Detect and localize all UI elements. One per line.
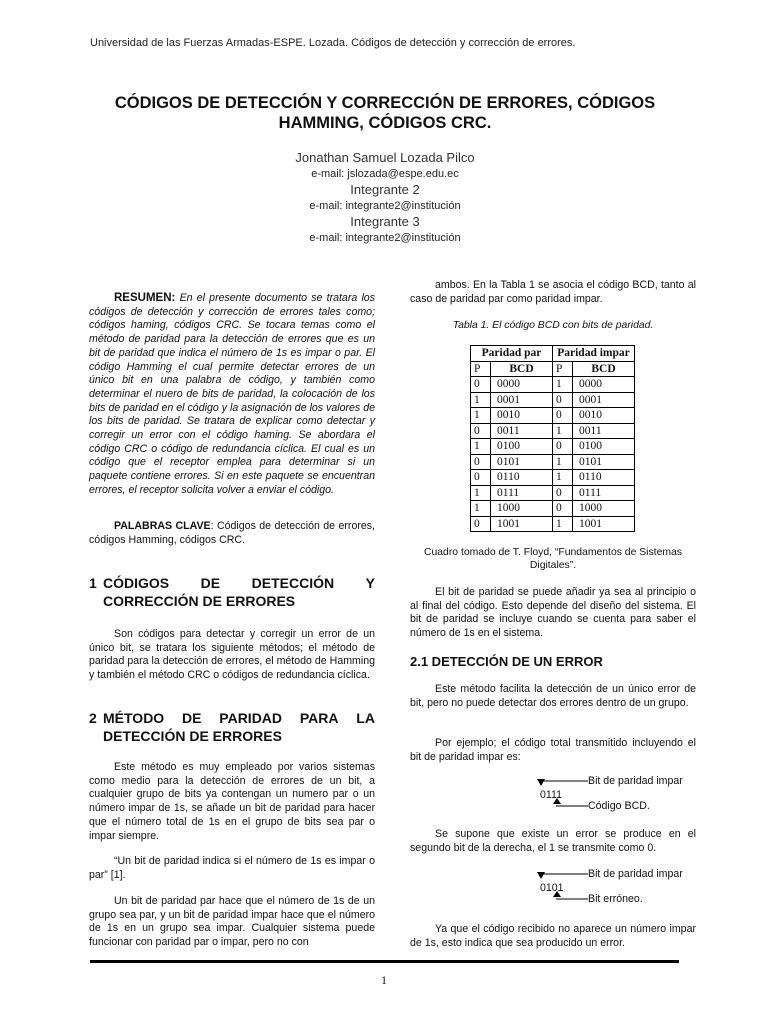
error-bit-label: Bit erróneo. [588, 893, 643, 905]
bcd-parity-table [470, 345, 635, 532]
heading-word: PARIDAD [219, 710, 283, 726]
table-cell: 0100 [573, 439, 635, 455]
section-2-paragraph: Este método es muy empleado por varios sistemas como medio para la detección de errores de un bit, a cualquier grupo de bits ya contengan un numero par o un número impar de 1s, se añade un bit de paridad para hacer que el número total de 1s en el grupo de bits sea par o impar siempre. [89, 761, 375, 842]
table-header-cell: P [553, 361, 573, 377]
table-row [471, 454, 635, 470]
table-cell: 0010 [491, 408, 553, 424]
keywords [89, 520, 375, 547]
table-cell: 1000 [491, 501, 553, 517]
table-cell: 1 [553, 454, 573, 470]
paper-title [90, 93, 680, 133]
table-cell: 0000 [573, 377, 635, 393]
table-row [471, 423, 635, 439]
subsection-2-1-heading: 2.1 DETECCIÓN DE UN ERROR [410, 654, 603, 669]
keywords-label: PALABRAS CLAVE [114, 520, 211, 532]
table-cell: 1 [471, 392, 491, 408]
table-row [471, 408, 635, 424]
section-1-heading [89, 574, 375, 610]
author-email: e-mail: jslozada@espe.edu.ec [311, 168, 459, 180]
table-cell: 1 [471, 439, 491, 455]
table-cell: 0 [471, 377, 491, 393]
subsection-paragraph: Ya que el código recibido no aparece un número impar de 1s, esto indica que sea producido un error. [410, 923, 696, 949]
received-code: 0101 [540, 882, 564, 894]
page-number: 1 [381, 973, 387, 987]
table-row [471, 439, 635, 455]
heading-word: PARA [299, 710, 339, 726]
heading-line-2: DETECCIÓN DE ERRORES [103, 728, 282, 744]
table-cell: 0010 [573, 408, 635, 424]
table-row [471, 485, 635, 501]
table-cell: 0111 [491, 485, 553, 501]
table-cell: 0 [553, 408, 573, 424]
table-group-header: Paridad par [471, 346, 553, 362]
heading-word: DETECCIÓN [251, 575, 335, 591]
section-number: 1 [89, 575, 97, 591]
table-row [471, 501, 635, 517]
table-cell: 0000 [491, 377, 553, 393]
table-cell: 0 [471, 454, 491, 470]
heading-word: Y [365, 575, 375, 591]
table-row [471, 377, 635, 393]
table-cell: 0 [553, 439, 573, 455]
heading-word: LA [356, 710, 375, 726]
heading-line-2: CORRECCIÓN DE ERRORES [103, 593, 296, 609]
parity-bit-label: Bit de paridad impar [588, 775, 683, 787]
table-cell: 1001 [491, 516, 553, 532]
section-1-paragraph: Son códigos para detectar y corregir un error de un único bit, se tratara los siguiente métodos; el método de paridad para la detección de errores, el método de Hamming y también el método CRC o códigos de redundancia cíclica. [89, 628, 375, 682]
keywords-text: : Códigos de detección de errores, códigos Hamming, códigos CRC. [89, 520, 375, 546]
parity-bit-label: Bit de paridad impar [588, 868, 683, 880]
table-row [471, 470, 635, 486]
section-2-paragraph: Un bit de paridad par hace que el número de 1s de un grupo sea par, y un bit de paridad impar hace que el número de 1s en un grupo sea impar. Cualquier sistema puede funcionar con paridad par o impar, pero no con [89, 895, 375, 949]
table-cell: 1000 [573, 501, 635, 517]
table-cell: 1 [553, 377, 573, 393]
abstract-text: En el presente documento se tratara los códigos de detección y corrección de errores tales como; códigos haming, códigos CRC. Se tocara temas como el método de paridad para la detección de errores que es un bit de paridad que indica el número de 1s es impar o par. El código Hamming el cual permite detectar errores de un único bit en una palabra de código, y también como determinar el nuero de bits de paridad, la colocación de los bits de paridad en el código y la asignación de los valores de los bits de paridad. Se tratara de explicar como detectar y corregir un error con el código haming. Se abordara el código CRC o código de redundancia cíclica. El cual es un código que el receptor emplea para determinar si un paquete contiene errores. Si en este paquete se encuentran errores, el receptor solicita volver a enviar el código. [89, 292, 375, 496]
section-number: 2 [89, 710, 97, 726]
table-credit: Cuadro tomado de T. Floyd, “Fundamentos de Sistemas Digitales”. [424, 547, 682, 571]
author-block [90, 150, 680, 246]
table-cell: 1 [553, 470, 573, 486]
section-2-heading [89, 709, 375, 745]
table-group-header: Paridad impar [553, 346, 635, 362]
transmitted-code: 0111 [540, 789, 562, 801]
table-cell: 0001 [491, 392, 553, 408]
table-header-cell: BCD [491, 361, 553, 377]
table-cell: 0110 [573, 470, 635, 486]
table-cell: 1 [471, 485, 491, 501]
title-line-2: HAMMING, CÓDIGOS CRC. [278, 114, 492, 132]
table-cell: 1 [553, 423, 573, 439]
heading-word: MÉTODO [103, 710, 165, 726]
subsection-paragraph: Se supone que existe un error se produce en el segundo bit de la derecha, el 1 se transmite como 0. [410, 828, 696, 854]
author-name: Integrante 2 [350, 182, 420, 197]
table-header-cell: P [471, 361, 491, 377]
table-caption: Tabla 1. El código BCD con bits de paridad. [452, 320, 654, 331]
author-name: Integrante 3 [350, 214, 420, 229]
heading-word: DE [200, 575, 221, 591]
table-row [471, 516, 635, 532]
abstract-label: RESUMEN: [114, 292, 176, 304]
heading-word: CÓDIGOS [103, 575, 170, 591]
abstract [89, 292, 375, 498]
table-cell: 1 [553, 516, 573, 532]
title-line-1: CÓDIGOS DE DETECCIÓN Y CORRECCIÓN DE ERRORES, CÓDIGOS [114, 94, 656, 112]
parity-diagram-2 [536, 868, 716, 908]
heading-word: DE [182, 710, 202, 726]
table-cell: 0 [471, 516, 491, 532]
table-cell: 0110 [491, 470, 553, 486]
section-2-quote: “Un bit de paridad indica si el número de 1s es impar o par” [1]. [89, 855, 375, 881]
table-cell: 0011 [491, 423, 553, 439]
table-cell: 1 [471, 408, 491, 424]
bcd-code-label: Código BCD. [588, 800, 650, 812]
parity-diagram-1 [536, 775, 716, 815]
table-cell: 0001 [573, 392, 635, 408]
table-cell: 0111 [573, 485, 635, 501]
footer-rule [90, 960, 679, 963]
table-cell: 0 [471, 423, 491, 439]
subsection-paragraph: Por ejemplo; el código total transmitido incluyendo el bit de paridad impar es: [410, 737, 696, 763]
table-cell: 1 [471, 501, 491, 517]
author-email: e-mail: integrante2@institución [309, 232, 461, 244]
running-header: Universidad de las Fuerzas Armadas-ESPE. Lozada. Códigos de detección y corrección de errores. [90, 37, 576, 49]
table-cell: 0 [553, 392, 573, 408]
table-cell: 0100 [491, 439, 553, 455]
table-cell: 0 [471, 470, 491, 486]
subsection-paragraph: Este método facilita la detección de un único error de bit, pero no puede detectar dos errores dentro de un grupo. [410, 683, 696, 709]
table-cell: 1001 [573, 516, 635, 532]
table-row [471, 392, 635, 408]
table-cell: 0 [553, 501, 573, 517]
author-name: Jonathan Samuel Lozada Pilco [295, 150, 475, 165]
table-header-cell: BCD [573, 361, 635, 377]
table-cell: 0011 [573, 423, 635, 439]
table-cell: 0101 [491, 454, 553, 470]
continued-paragraph: ambos. En la Tabla 1 se asocia el código BCD, tanto al caso de paridad par como paridad impar. [410, 279, 696, 305]
author-email: e-mail: integrante2@institución [309, 200, 461, 212]
table-cell: 0 [553, 485, 573, 501]
parity-bit-paragraph: El bit de paridad se puede añadir ya sea al principio o al final del código. Esto depende del diseño del sistema. El bit de paridad se incluye cuando se cuenta para saber el número de 1s en el sistema. [410, 586, 696, 640]
table-cell: 0101 [573, 454, 635, 470]
